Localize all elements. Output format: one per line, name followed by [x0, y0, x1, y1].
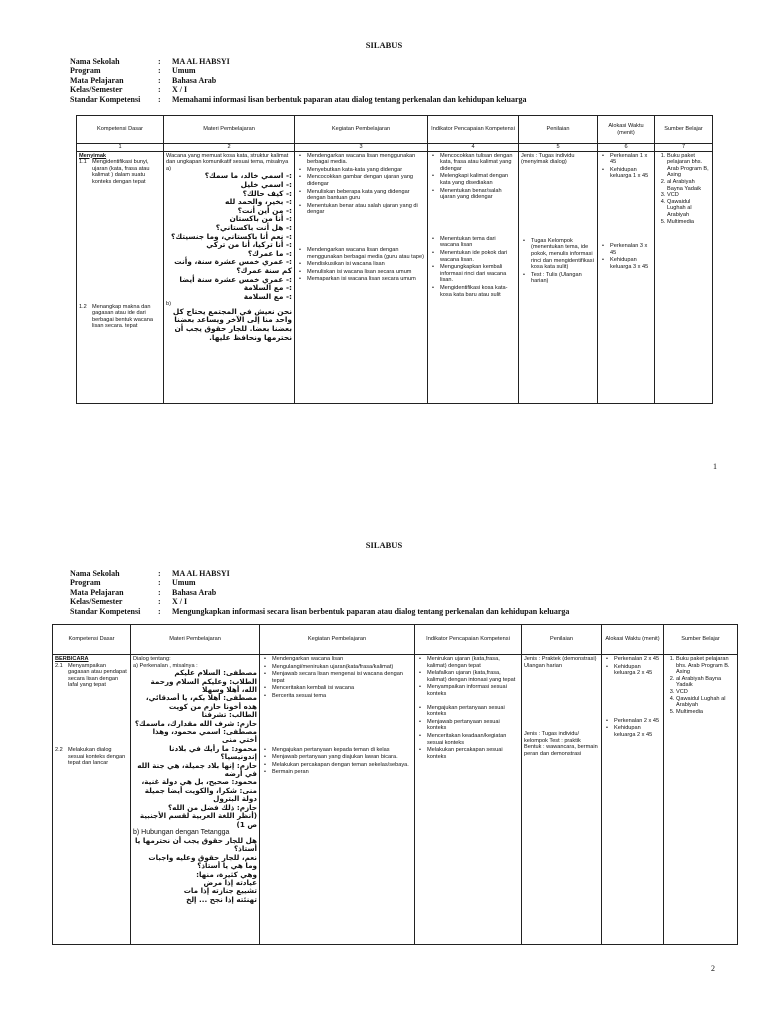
arabic-line: عيادته إذا مرض	[203, 877, 257, 887]
arabic-line: وما هي يا أستاذ؟	[197, 861, 257, 871]
alokasi-cell	[602, 655, 664, 945]
list-item: • Menentukan benar/salah ujaran yang didengar	[440, 188, 516, 201]
header-indikator: Indikator Pencapaian Kompetensi	[415, 625, 522, 655]
header-kegiatan: Kegiatan Pembelajaran	[295, 116, 428, 144]
list-item: • Menentukan ide pokok dari wacana lisan.	[440, 250, 516, 263]
list-item: 4. Qawaidul Lughah al Arabiyah	[667, 199, 710, 219]
list-item: • Mengajukan pertanyaan kepada teman di kelas	[272, 747, 412, 754]
list-item: 5. Multimedia	[676, 709, 735, 716]
arabic-line: :- ما عمرك؟	[247, 248, 292, 258]
list-item: • Menceritakan keadaan/kegiatan sesuai konteks	[427, 733, 519, 746]
arabic-line: :- هل أنت باكستاني؟	[215, 222, 292, 232]
kd-text: Menyampaikan gagasan atau pendapat secara lisan dengan lafal yang tepat	[68, 662, 127, 689]
arabic-line: تهنئته إذا نجح ... إلخ	[186, 894, 257, 904]
list-item: • Menirukan ujaran (kata,frasa, kalimat) dengan tepat	[427, 656, 519, 669]
materi-label-b: b)	[166, 301, 171, 308]
column-number: 3	[295, 144, 428, 152]
info-label: Nama Sekolah	[70, 57, 120, 66]
info-colon: :	[158, 569, 161, 578]
arabic-line: محمود: ما رأيك في بلادنا إندونيسيا؟	[169, 743, 257, 762]
document-info	[70, 57, 527, 104]
penilaian-cell	[522, 655, 602, 945]
list-item: • Bermain peran	[272, 769, 412, 776]
kegiatan-list	[297, 247, 425, 283]
penilaian-list	[521, 238, 595, 285]
column-number: 6	[598, 144, 655, 152]
alokasi-list	[604, 718, 661, 739]
penilaian-text: Jenis : Praktek (demonstrasi) Ulangan harian	[524, 656, 597, 669]
list-item: • Memaparkan isi wacana lisan secara umum	[307, 276, 425, 283]
column-number: 4	[428, 144, 519, 152]
arabic-line: مصطفى: أهلا بكم، يا أصدقائي، هذه أخونا حازم من كويت	[145, 693, 257, 711]
indikator-cell	[415, 655, 522, 945]
school-name: MA AL HABSYI	[172, 57, 230, 66]
arabic-dialog	[133, 669, 257, 829]
list-item: • Menentukan benar atau salah ujaran yang di dengar	[307, 203, 425, 216]
indikator-list	[430, 153, 516, 201]
arabic-line: :- أنا من باكستان	[229, 214, 292, 224]
list-item: • Menuliskan isi wacana lisan secara umum	[307, 269, 425, 276]
header-sumber: Sumber Belajar	[655, 116, 713, 144]
list-item: • Mencocokkan tulisan dengan kata, frasa atau kalimat yang didengar	[440, 153, 516, 173]
arabic-line: الطلاب: وعليكم السلام ورحمة الله، أهلا وسهلا	[150, 676, 257, 694]
arabic-line: :- مع السلامة	[243, 283, 292, 293]
arabic-dialog	[133, 837, 257, 904]
arabic-line: نعم، للجار حقوق وعليه واجبات	[148, 852, 257, 862]
column-number: 5	[519, 144, 598, 152]
indikator-list	[430, 236, 516, 298]
list-item: • Kehidupan keluarga 2 x 45	[614, 725, 661, 738]
column-number: 2	[164, 144, 295, 152]
info-colon: :	[158, 578, 161, 588]
arabic-line: مصطفى: السلام عليكم	[174, 668, 257, 678]
kegiatan-cell	[295, 151, 428, 403]
page-number: 2	[711, 964, 715, 973]
materi-cell	[131, 655, 260, 945]
list-item: • Menyampaikan informasi sesuai konteks	[427, 684, 519, 697]
kompetensi-dasar-cell	[77, 151, 164, 403]
list-item: • Test : Tulis (Ulangan harian)	[531, 272, 595, 285]
list-item: • Mengungkapkan kembali informasi rinci dari wacana lisan.	[440, 264, 516, 284]
header-alokasi: Alokasi Waktu (menit)	[598, 116, 655, 144]
info-colon: :	[158, 94, 161, 104]
list-item: • Mendengarkan wacana lisan menggunakan berbagai media.	[307, 153, 425, 166]
list-item: • Menjawab secara lisan mengenai isi wacana dengan tepat	[272, 671, 412, 684]
header-kegiatan: Kegiatan Pembelajaran	[260, 625, 415, 655]
list-item: 2. al Arabiyah Bayna Yadaik	[676, 676, 735, 689]
syllabus-page-1	[0, 0, 768, 490]
arabic-paragraph: نحن نعيش في المجتمع يحتاج كل واحد منا إلى الآخر ويساعد بعضنا بعضنا بعضا. للجار حقوق يجب أن نحترمها ونحافظ عليها.	[172, 306, 292, 342]
list-item: • Tugas Kelompok (menentukan tema, ide pokok, menulis informasi rinci dan mengidentifikasi kosa kata sulit)	[531, 238, 595, 271]
header-materi: Materi Pembelajaran	[164, 116, 295, 144]
alokasi-cell	[598, 151, 655, 403]
list-item: • Perkenalan 2 x 45	[614, 656, 661, 663]
sumber-list	[666, 656, 735, 715]
list-item: • Mengidentifikasi kosa kata-kosa kata baru atau sulit	[440, 285, 516, 298]
kegiatan-list	[262, 747, 412, 776]
program-value: Umum	[172, 66, 196, 76]
list-item: • Mengulangi/menirukan ujaran(kata/frasa/kalimat)	[272, 664, 412, 671]
document-info	[70, 569, 569, 616]
info-colon: :	[158, 587, 161, 597]
list-item: 1. Buku paket pelajaran bhs. Arab Program B, Asing	[667, 153, 710, 179]
school-name: MA AL HABSYI	[172, 569, 230, 578]
arabic-line: :- مع السلامة	[243, 291, 292, 301]
syllabus-page-2	[0, 528, 768, 1018]
sumber-cell	[655, 151, 713, 403]
info-label: Program	[70, 578, 101, 588]
info-label: Standar Kompetensi	[70, 94, 141, 104]
arabic-line: :- عمري خمس عشرة سنة، وأنت كم سنة عمرك؟	[174, 257, 292, 275]
info-colon: :	[158, 75, 161, 85]
header-sumber: Sumber Belajar	[664, 625, 738, 655]
info-colon: :	[158, 66, 161, 76]
list-item: • Mendengarkan wacana lisan	[272, 656, 412, 663]
list-item: • Menjawab pertanyaan sesuai konteks	[427, 719, 519, 732]
arabic-line: الطالب: تشرفنا	[201, 710, 257, 720]
class-value: X / I	[172, 85, 188, 95]
penilaian-cell	[519, 151, 598, 403]
alokasi-list	[600, 243, 652, 270]
list-item: • Melakukan percakapan sesuai konteks	[427, 747, 519, 760]
arabic-line: :- أنا تركيا، أنا من تركي	[206, 240, 292, 250]
info-colon: :	[158, 606, 161, 616]
header-kompetensi-dasar: Kompetensi Dasar	[53, 625, 131, 655]
class-value: X / I	[172, 597, 188, 607]
list-item: • Melafalkan ujaran (kata,frasa, kalimat) dengan intonasi yang tepat	[427, 670, 519, 683]
list-item: 4. Qawaidul Lughah al Arabiyah	[676, 696, 735, 709]
list-item: • Kehidupan keluarga 3 x 45	[610, 257, 652, 270]
info-colon: :	[158, 57, 161, 66]
program-value: Umum	[172, 578, 196, 588]
info-label: Program	[70, 66, 101, 76]
list-item: 2. al Arabiyah Bayna Yadaik	[667, 179, 710, 192]
penilaian-text: Jenis : Tugas individu (menyimak dialog)	[521, 152, 575, 166]
arabic-line: :- بخير، والحمد لله	[225, 197, 292, 207]
kd-text: Melakukan dialog sesuai konteks dengan tepat dan lancar	[68, 746, 126, 767]
list-item: • Perkenalan 3 x 45	[610, 243, 652, 256]
info-label: Standar Kompetensi	[70, 606, 141, 616]
info-colon: :	[158, 85, 161, 95]
list-item: • Kehidupan keluarga 2 x 45	[614, 664, 661, 677]
kd-number: 2.1	[55, 662, 63, 669]
standard-competency: Memahami informasi lisan berbentuk paparan atau dialog tentang perkenalan dan kehidupan keluarga	[172, 94, 527, 104]
arabic-line: مصطفى: اسمي محمود، وهذا أختي منى	[152, 727, 257, 745]
arabic-line: حازم: ذلك فضل من الله؟	[168, 802, 257, 812]
list-item: • Kehidupan keluarga 1 x 45	[610, 167, 652, 180]
list-item: • Menentukan tema dari wacana lisan	[440, 236, 516, 249]
list-item: 3. VCD	[676, 689, 735, 696]
alokasi-list	[600, 153, 652, 180]
page-title: SILABUS	[365, 540, 403, 550]
arabic-line: (أنظر اللغة العربية لقسم الأجنبية ص 1)	[139, 811, 257, 829]
indikator-cell	[428, 151, 519, 403]
arabic-line: حازم: شرف الله مقدارك، ماسمك؟	[134, 718, 257, 728]
page-number: 1	[713, 462, 717, 471]
list-item: • Mendiskusikan isi wacana lisan	[307, 261, 425, 268]
penilaian-text: Jenis : Tugas individu/ kelompok Test : praktik Bentuk : wawancara, bermain peran dan demonstrasi	[524, 731, 598, 757]
arabic-line: :- كيف حالك؟	[242, 188, 292, 198]
header-indikator: Indikator Pencapaian Kompetensi	[428, 116, 519, 144]
arabic-line: دولة البترول	[213, 794, 257, 804]
materi-label-a: a)	[166, 165, 171, 172]
kd-text: Mengidentifikasi bunyi, ujaran (kata, frasa atau kalimat ) dalam suatu konteks dengan tepat	[92, 159, 150, 185]
subject-value: Bahasa Arab	[172, 587, 217, 597]
syllabus-table	[52, 624, 738, 945]
arabic-line: :- من أين أنت؟	[237, 205, 292, 215]
list-item: • Menuliskan beberapa kata yang didengar dengan bantuan guru	[307, 189, 425, 202]
sumber-list	[657, 153, 710, 226]
info-label: Nama Sekolah	[70, 569, 120, 578]
header-materi: Materi Pembelajaran	[131, 625, 260, 655]
materi-label-b: b) Hubungan dengan Tetangga	[133, 828, 230, 836]
list-item: • Bercerita sesuai tema	[272, 693, 412, 700]
kd-text: Menangkap makna dan gagasan atau ide dari berbagai bentuk wacana lisan secara. tepat	[92, 303, 153, 330]
kd-number: 1.2	[79, 303, 87, 310]
subject-value: Bahasa Arab	[172, 75, 217, 85]
section-heading: Menyimak	[79, 152, 107, 159]
list-item: • Perkenalan 2 x 45	[614, 718, 661, 725]
list-item: • Melakukan percakapan dengan teman sekelas/sebaya.	[272, 762, 412, 769]
info-label: Mata Pelajaran	[70, 75, 124, 85]
list-item: • Menjawab pertanyaan yang diajukan lawan bicara.	[272, 754, 412, 761]
column-number: 7	[655, 144, 713, 152]
arabic-line: وهي كثيرة، منها:	[196, 869, 257, 879]
list-item: • Menceritakan kembali isi wacana	[272, 685, 412, 692]
kegiatan-list	[297, 153, 425, 216]
header-alokasi: Alokasi Waktu (menit)	[602, 625, 664, 655]
list-item: • Mencocokkan gambar dengan ujaran yang didengar	[307, 174, 425, 187]
header-kompetensi-dasar: Kompetensi Dasar	[77, 116, 164, 144]
materi-intro: Dialog tentang:	[133, 656, 171, 662]
header-penilaian: Penilaian	[522, 625, 602, 655]
list-item: 5. Multimedia	[667, 219, 710, 226]
list-item: 3. VCD	[667, 192, 710, 199]
standard-competency: Mengungkapkan informasi secara lisan berbentuk paparan atau dialog tentang perkenalan dan kehidupan keluarga	[172, 606, 570, 616]
kd-number: 2.2	[55, 746, 63, 753]
list-item: • Perkenalan 1 x 45	[610, 153, 652, 166]
info-colon: :	[158, 597, 161, 607]
arabic-line: محمود: صحيح، بل هي دولة غنية، منى: شكرا، والكويت أيضا جميلة	[141, 777, 257, 795]
info-label: Kelas/Semester	[70, 85, 123, 95]
list-item: • Mengajukan pertanyaan sesuai konteks	[427, 705, 519, 718]
alokasi-list	[604, 656, 661, 677]
list-item: 1. Buku paket pelajaran bhs. Arab Program B. Asing	[676, 656, 735, 676]
arabic-line: حازم: إنها بلاد جميلة، هي جنة الله في أرضه	[137, 760, 257, 779]
info-label: Mata Pelajaran	[70, 587, 124, 597]
indikator-list	[417, 705, 519, 761]
kegiatan-cell	[260, 655, 415, 945]
materi-cell	[164, 151, 295, 403]
sumber-cell	[664, 655, 738, 945]
indikator-list	[417, 656, 519, 698]
kegiatan-list	[262, 656, 412, 700]
materi-intro: Wacana yang memuat kosa kata, struktur kalimat dan ungkapan komunikatif sesuai tema, misalnya	[166, 152, 289, 166]
arabic-line: :- اسمي خليل	[240, 179, 292, 189]
info-label: Kelas/Semester	[70, 597, 123, 607]
syllabus-table	[76, 115, 713, 404]
arabic-line: :- اسمي خالد، ما سمك؟	[204, 171, 292, 181]
kompetensi-dasar-cell	[53, 655, 131, 945]
list-item: • Mendengarkan wacana lisan dengan menggunakan berbagai media (guru atau tape)	[307, 247, 425, 260]
arabic-line: :- عمري خمس عشرة سنة أيضا	[179, 274, 292, 284]
list-item: • Menyebutkan kata-kata yang didengar	[307, 167, 425, 174]
kd-number: 1.1	[79, 159, 87, 166]
arabic-dialog	[166, 172, 292, 301]
arabic-line: هل للجار حقوق يجب أن نحترمها يا أستاذ؟	[134, 835, 257, 854]
section-heading: BERBICARA	[55, 656, 89, 662]
header-penilaian: Penilaian	[519, 116, 598, 144]
page-title: SILABUS	[365, 40, 403, 50]
list-item: • Melengkapi kalimat dengan kata yang disediakan	[440, 173, 516, 186]
arabic-line: :- نعم أنا باكستاني، وما جنسيتك؟	[171, 231, 292, 241]
materi-label-a: a) Perkenalan , misalnya :	[133, 662, 198, 669]
arabic-line: تشييع جنازته إذا مات	[183, 886, 257, 896]
column-number: 1	[77, 144, 164, 152]
